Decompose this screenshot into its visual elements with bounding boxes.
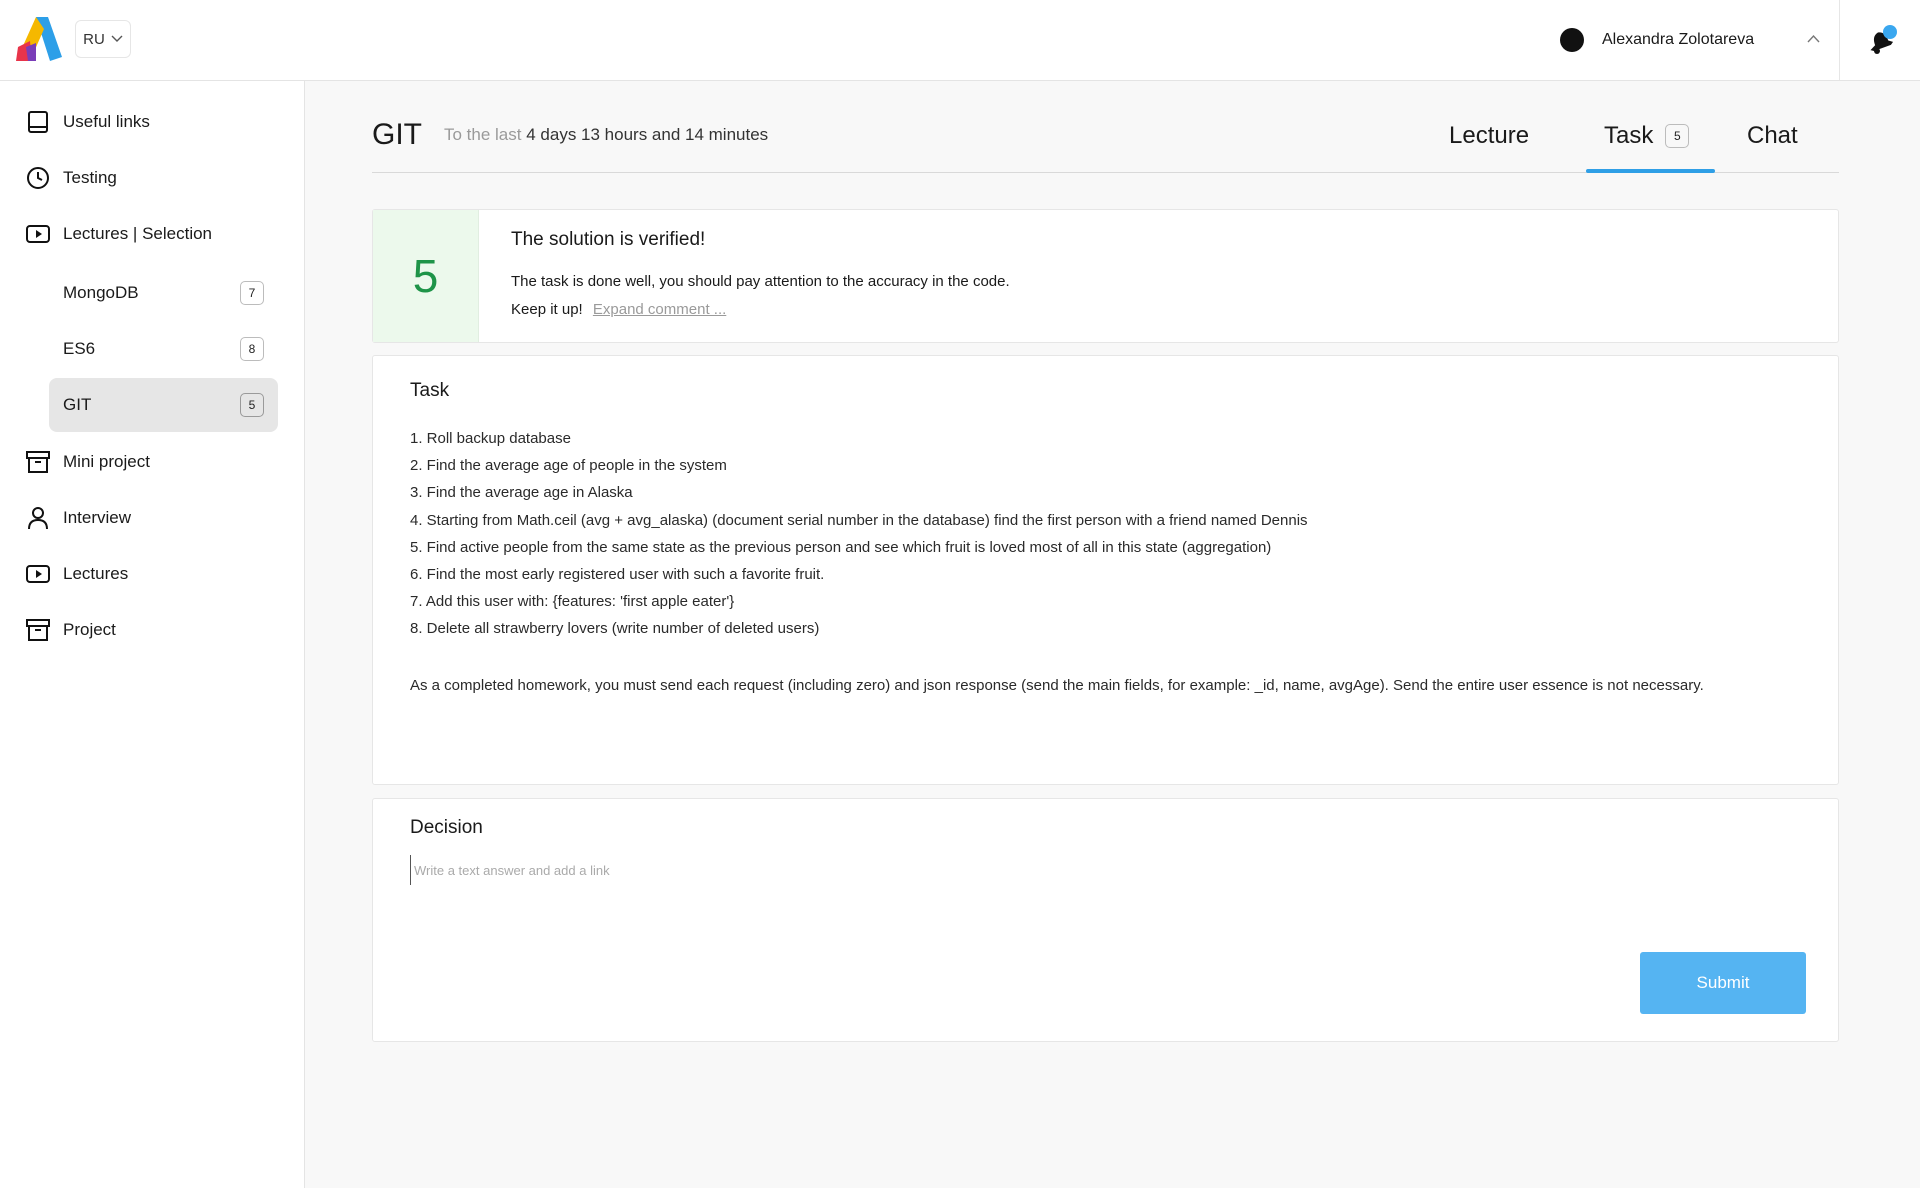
- decision-card: [372, 798, 1839, 1042]
- task-list: [410, 425, 1308, 643]
- comment-line: Keep it up!: [511, 301, 583, 318]
- archive-icon: [25, 617, 51, 643]
- header-divider: [1839, 0, 1840, 80]
- sidebar-subitem-label: MongoDB: [63, 283, 139, 302]
- chevron-down-icon: [111, 35, 123, 43]
- count-badge: 5: [1665, 124, 1689, 148]
- list-item: 6. Find the most early registered user with such a favorite fruit.: [410, 566, 825, 584]
- list-item: 5. Find active people from the same state as the previous person and see which fruit is loved most of all in this state (aggregation): [410, 538, 1272, 556]
- verification-comment: [511, 268, 1010, 324]
- chevron-up-icon[interactable]: [1807, 34, 1820, 43]
- deadline-value: 4 days 13 hours and 14 minutes: [526, 125, 769, 144]
- list-item: 3. Find the average age in Alaska: [410, 484, 633, 502]
- sidebar-item-testing[interactable]: [25, 158, 117, 198]
- sidebar-item-label: Lectures | Selection: [63, 224, 212, 243]
- book-icon: [25, 109, 51, 135]
- deadline-prefix: To the last: [444, 125, 522, 144]
- tab-label: Lecture: [1449, 122, 1530, 149]
- language-selector[interactable]: [75, 20, 131, 58]
- count-badge: 5: [240, 393, 264, 417]
- sidebar-item-label: Project: [63, 620, 116, 639]
- decision-input[interactable]: [410, 855, 1790, 885]
- decision-heading: Decision: [410, 817, 483, 838]
- sidebar-item-lectures-selection[interactable]: [25, 214, 212, 254]
- verification-title: The solution is verified!: [511, 229, 706, 250]
- sidebar-item-label: Useful links: [63, 112, 150, 131]
- sidebar-subitem-mongodb[interactable]: [49, 266, 278, 320]
- tab-label: Chat: [1747, 122, 1798, 149]
- user-menu[interactable]: [1560, 24, 1754, 56]
- task-heading: Task: [410, 380, 450, 401]
- sidebar-item-label: Interview: [63, 508, 132, 527]
- count-badge: 7: [240, 281, 264, 305]
- comment-line-2: [511, 296, 1010, 324]
- bell-icon[interactable]: [1864, 24, 1898, 58]
- user-name: Alexandra Zolotareva: [1602, 31, 1755, 48]
- play-icon: [25, 221, 51, 247]
- sidebar-item-mini-project[interactable]: [25, 442, 150, 482]
- play-icon: [25, 561, 51, 587]
- sidebar-item-useful-links[interactable]: [25, 102, 150, 142]
- sidebar-subitem-es6[interactable]: [49, 322, 278, 376]
- sidebar-subitem-label: GIT: [63, 395, 92, 414]
- sidebar-item-label: Testing: [63, 168, 117, 187]
- active-tab-indicator: [1586, 169, 1715, 173]
- task-note: As a completed homework, you must send each request (including zero) and json response (send the main fields, for example: _id, name, avgAge). Send the entire user essence is not necessary.: [410, 677, 1704, 694]
- count-badge: 8: [240, 337, 264, 361]
- sidebar-item-interview[interactable]: [25, 498, 131, 538]
- list-item: 8. Delete all strawberry lovers (write number of deleted users): [410, 620, 820, 638]
- avatar: [1560, 28, 1584, 52]
- list-item: 7. Add this user with: {features: 'first apple eater'}: [410, 593, 735, 611]
- list-item: 1. Roll backup database: [410, 430, 571, 447]
- page-title: GIT: [372, 118, 422, 151]
- deadline: [444, 125, 768, 145]
- archive-icon: [25, 449, 51, 475]
- sidebar-subitem-label: ES6: [63, 339, 96, 358]
- submit-button[interactable]: Submit: [1640, 952, 1806, 1014]
- tab-task[interactable]: [1604, 122, 1689, 150]
- person-icon: [25, 505, 51, 531]
- sidebar-item-label: Lectures: [63, 564, 129, 583]
- language-label: RU: [83, 30, 105, 48]
- grade-score: 5: [373, 210, 479, 342]
- verification-card: [372, 209, 1839, 343]
- top-header: [0, 0, 1920, 81]
- clock-icon: [25, 165, 51, 191]
- tab-lecture[interactable]: [1449, 122, 1529, 150]
- logo-icon[interactable]: [14, 17, 62, 61]
- sidebar-subitem-git[interactable]: [49, 378, 278, 432]
- sidebar-item-lectures[interactable]: [25, 554, 128, 594]
- list-item: 2. Find the average age of people in the system: [410, 457, 727, 475]
- sidebar-item-project[interactable]: [25, 610, 116, 650]
- task-card: [372, 355, 1839, 785]
- list-item: 4. Starting from Math.ceil (avg + avg_alaska) (document serial number in the database) find the first person with a friend named Dennis: [410, 511, 1308, 529]
- tab-label: Task: [1604, 122, 1654, 149]
- expand-comment-link[interactable]: Expand comment ...: [592, 301, 727, 318]
- tab-chat[interactable]: [1747, 122, 1798, 150]
- comment-line: The task is done well, you should pay attention to the accuracy in the code.: [511, 273, 1010, 290]
- sidebar-item-label: Mini project: [63, 452, 150, 471]
